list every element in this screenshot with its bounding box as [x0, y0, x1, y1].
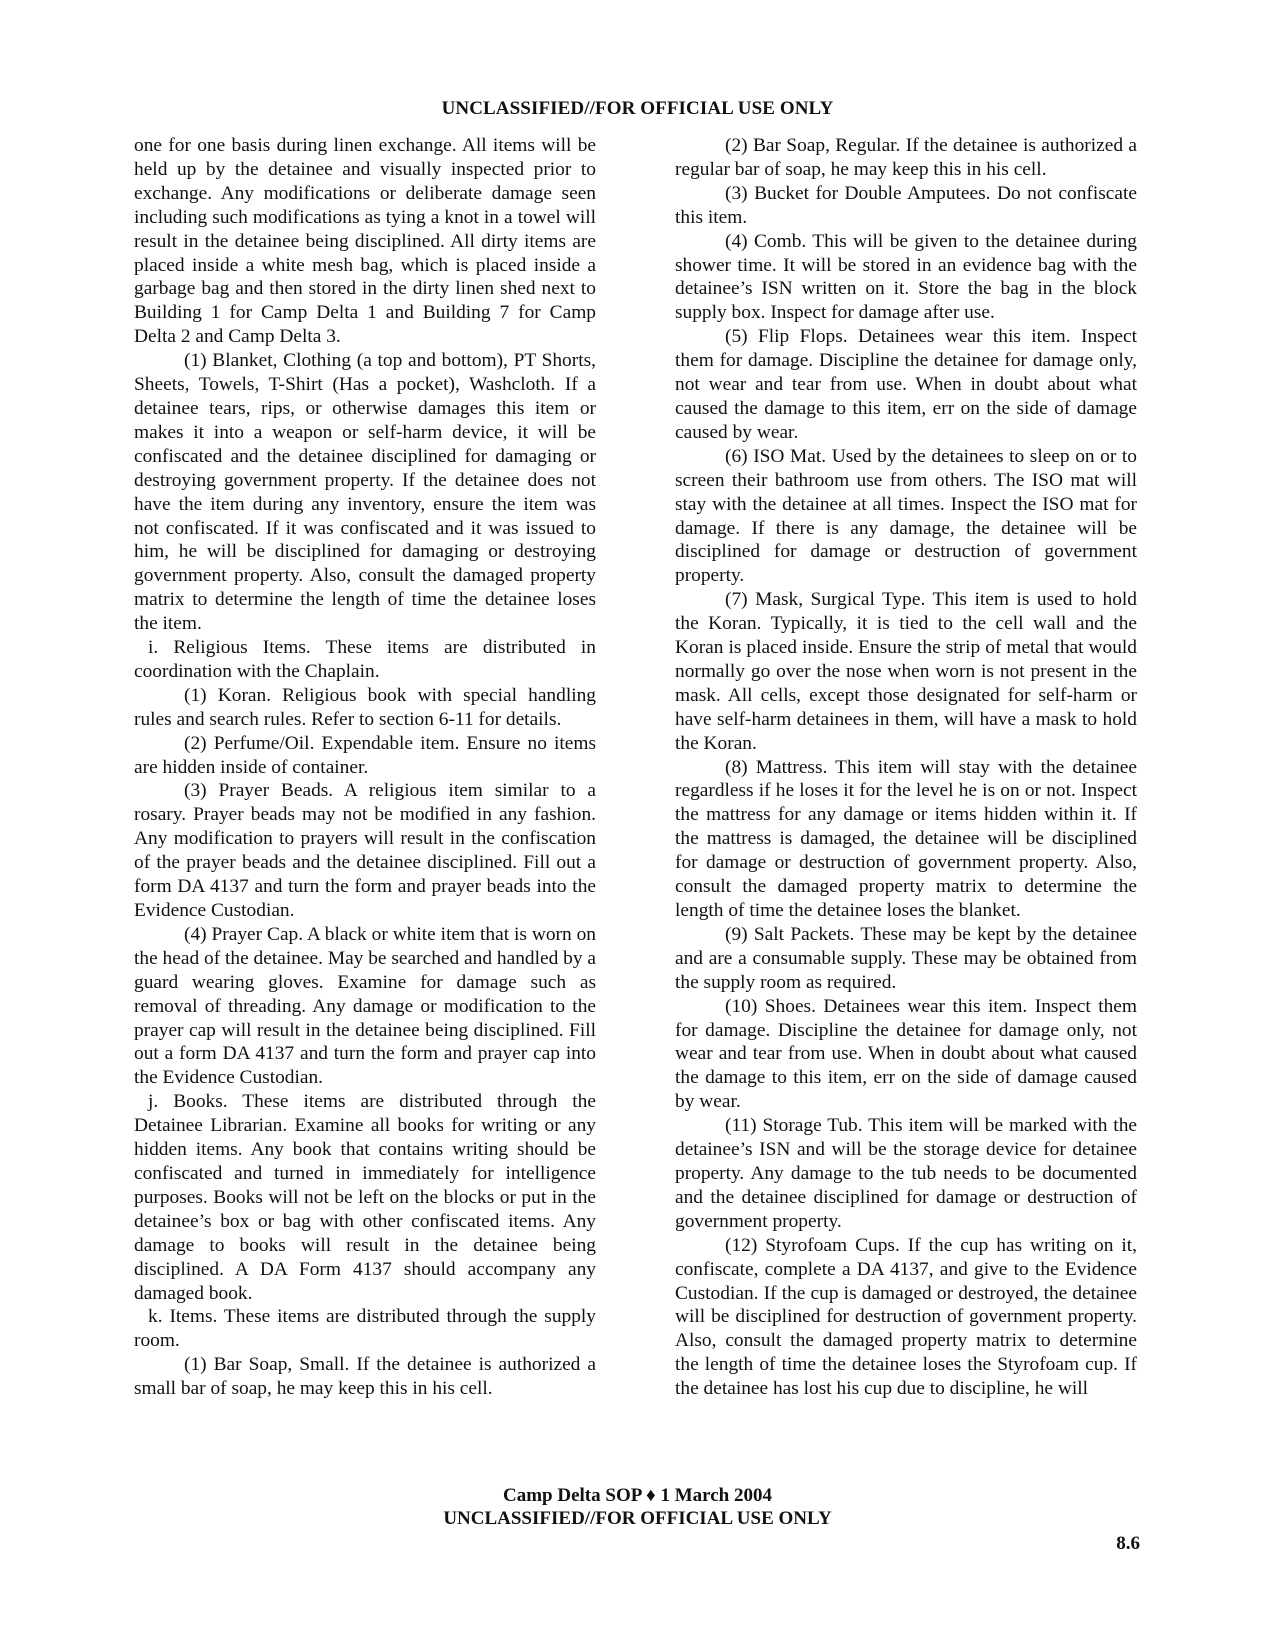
paragraph: (2) Perfume/Oil. Expendable item. Ensure no items are hidden inside of container. — [134, 732, 596, 778]
paragraph: (2) Bar Soap, Regular. If the detainee is authorized a regular bar of soap, he may keep this in his cell. — [675, 135, 1137, 180]
section-heading-paragraph: k. Items. These items are distributed through the supply room. — [134, 1306, 596, 1352]
paragraph: (4) Prayer Cap. A black or white item that is worn on the head of the detainee. May be searched and handled by a guard wearing gloves. Examine for damage such as removal of threading. Any damage or modification to the prayer cap will result in the detainee being disciplined. Fill out a form DA 4137 and turn the form and prayer cap into the Evidence Custodian. — [134, 923, 596, 1089]
paragraph: one for one basis during linen exchange. All items will be held up by the detainee and visually inspected prior to exchange. Any modifications or deliberate damage seen including such modifications as tying a knot in a towel will result in the detainee being disciplined. All dirty items are placed inside a white mesh bag, which is placed inside a garbage bag and then stored in the dirty linen shed next to Building 1 for Camp Delta 1 and Building 7 for Camp Delta 2 and Camp Delta 3. — [134, 135, 596, 348]
page-number: 8.6 — [1116, 1533, 1140, 1554]
paragraph: (11) Storage Tub. This item will be marked with the detainee’s ISN and will be the storage device for detainee property. Any damage to the tub needs to be documented and the detainee disciplined for damage or destruction of government property. — [675, 1115, 1137, 1232]
paragraph: (8) Mattress. This item will stay with the detainee regardless if he loses it for the level he is on or not. Inspect the mattress for any damage or items hidden within it. If the mattress is damaged, the detainee will be disciplined for damage or destruction of government property. Also, consult the damaged property matrix to determine the length of time the detainee loses the blanket. — [675, 756, 1137, 921]
paragraph: (1) Bar Soap, Small. If the detainee is authorized a small bar of soap, he may keep this in his cell. — [134, 1354, 596, 1400]
paragraph: (9) Salt Packets. These may be kept by the detainee and are a consumable supply. These may be obtained from the supply room as required. — [675, 923, 1137, 993]
section-heading-paragraph: i. Religious Items. These items are distributed in coordination with the Chaplain. — [134, 637, 596, 682]
paragraph: (3) Bucket for Double Amputees. Do not confiscate this item. — [675, 182, 1137, 228]
paragraph: (5) Flip Flops. Detainees wear this item. Inspect them for damage. Discipline the detainee for damage only, not wear and tear from use. When in doubt about what caused the damage to this item, err on the side of damage caused by wear. — [675, 326, 1137, 443]
section-heading-paragraph: j. Books. These items are distributed through the Detainee Librarian. Examine all books for writing or any hidden items. Any book that contains writing should be confiscated and turned in immediately for intelligence purposes. Books will not be left on the blocks or put in the detainee’s box or bag with other confiscated items. Any damage to books will result in the detainee being disciplined. A DA Form 4137 should accompany any damaged book. — [134, 1091, 596, 1304]
footer-sop-line: Camp Delta SOP ♦ 1 March 2004 — [503, 1485, 772, 1506]
paragraph: (4) Comb. This will be given to the detainee during shower time. It will be stored in an evidence bag with the detainee’s ISN written on it. Store the bag in the block supply box. Inspect for damage after use. — [675, 230, 1137, 324]
header-classification: UNCLASSIFIED//FOR OFFICIAL USE ONLY — [441, 98, 834, 119]
paragraph: (3) Prayer Beads. A religious item similar to a rosary. Prayer beads may not be modified in any fashion. Any modification to prayers will result in the confiscation of the prayer beads and the detainee disciplined. Fill out a form DA 4137 and turn the form and prayer beads into the Evidence Custodian. — [134, 780, 596, 921]
left-column — [134, 134, 596, 1401]
paragraph: (10) Shoes. Detainees wear this item. Inspect them for damage. Discipline the detainee for damage only, not wear and tear from use. When in doubt about what caused the damage to this item, err on the side of damage caused by wear. — [675, 995, 1137, 1113]
footer — [0, 1484, 1275, 1530]
paragraph: (1) Koran. Religious book with special handling rules and search rules. Refer to section 6-11 for details. — [134, 684, 596, 730]
paragraph: (7) Mask, Surgical Type. This item is used to hold the Koran. Typically, it is tied to the cell wall and the Koran is placed inside. Ensure the strip of metal that would normally go over the nose when worn is not present in the mask. All cells, except those designated for self-harm or have self-harm detainees in them, will have a mask to hold the Koran. — [675, 589, 1137, 754]
right-column — [675, 134, 1137, 1401]
footer-classification: UNCLASSIFIED//FOR OFFICIAL USE ONLY — [443, 1508, 832, 1529]
paragraph: (6) ISO Mat. Used by the detainees to sleep on or to screen their bathroom use from others. The ISO mat will stay with the detainee at all times. Inspect the ISO mat for damage. If there is any damage, the detainee will be disciplined for damage or destruction of government property. — [675, 445, 1137, 587]
paragraph: (12) Styrofoam Cups. If the cup has writing on it, confiscate, complete a DA 4137, and give to the Evidence Custodian. If the cup is damaged or destroyed, the detainee will be disciplined for destruction of government property. Also, consult the damaged property matrix to determine the length of time the detainee loses the Styrofoam cup. If the detainee has lost his cup due to discipline, he will — [675, 1234, 1137, 1400]
paragraph: (1) Blanket, Clothing (a top and bottom), PT Shorts, Sheets, Towels, T-Shirt (Has a pocket), Washcloth. If a detainee tears, rips, or otherwise damages this item or makes it into a weapon or self-harm device, it will be confiscated and the detainee disciplined for damaging or destroying government property. If the detainee does not have the item during any inventory, ensure the item was not confiscated. If it was confiscated and it was issued to him, he will be disciplined for damaging or destroying government property. Also, consult the damaged property matrix to determine the length of time the detainee loses the item. — [134, 350, 596, 635]
